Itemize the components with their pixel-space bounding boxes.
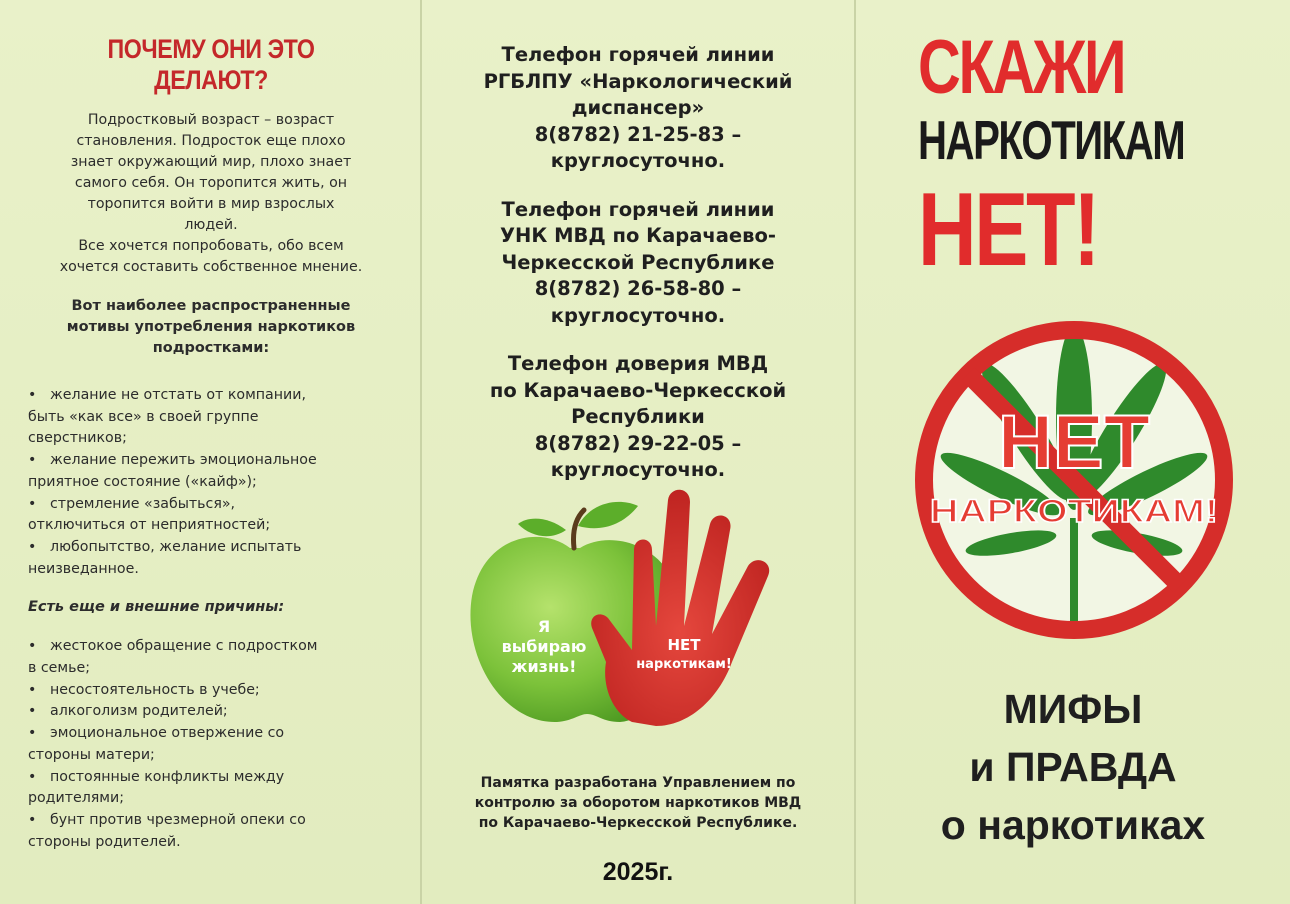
list-item [28,537,394,580]
list-line: отключиться от неприятностей; [28,517,271,534]
list-line: эмоциональное отвержение со [50,725,285,742]
myths-line: МИФЫ [1003,686,1143,732]
intro-line: знает окружающий мир, плохо знает [70,154,352,170]
bullet: • [28,538,37,555]
hotline-narcology [422,42,854,175]
developer-line: по Карачаево-Черкесской Республике. [478,815,798,831]
hotline-line: Телефон горячей линии [501,43,775,66]
right-panel [856,0,1290,904]
list-line: сверстников; [28,430,127,447]
bullet: • [28,811,37,828]
hotline-line: круглосуточно. [550,458,726,481]
hotline-line: Телефон доверия МВД [507,352,769,375]
hotline-unk-mvd [422,197,854,330]
list-item [28,767,394,810]
intro-line: Все хочется попробовать, обо всем [78,238,344,254]
list-line: стороны матери; [28,746,155,763]
list-line: приятное состояние («кайф»); [28,473,257,490]
list-item [28,701,394,723]
apple-text-line: жизнь! [511,657,577,676]
phone-number: 8(8782) 29-22-05 – [534,431,742,455]
bullet: • [28,768,37,785]
left-panel [0,0,420,904]
list-line: несостоятельность в учебе; [50,681,260,698]
list-item [28,723,394,766]
sign-big-text: НЕТ [998,400,1150,485]
no-drugs-sign-icon [902,308,1246,652]
hotline-line: круглосуточно. [550,303,726,327]
bullet: • [28,703,37,720]
hand-text-line: наркотикам! [636,657,732,672]
motives-line: мотивы употребления наркотиков [66,319,356,335]
apple-text-line: выбираю [501,637,587,656]
list-line: желание не отстать от компании, [50,387,306,403]
list-item [28,450,394,493]
list-line: постоянные конфликты между [50,768,285,785]
motives-list [28,385,394,580]
left-heading: ПОЧЕМУ ОНИ ЭТО ДЕЛАЮТ? [107,34,315,95]
developer-line: Памятка разработана Управлением по [480,775,796,791]
bullet: • [28,387,37,403]
bullet: • [28,495,37,512]
list-item [28,636,394,679]
bullet: • [28,452,37,469]
external-list [28,636,394,853]
sign-small-text: НАРКОТИКАМ! [930,493,1218,529]
list-line: быть «как все» в своей группе [28,408,259,425]
list-line: стороны родителей. [28,833,181,850]
list-item [28,810,394,853]
motives-line: Вот наиболее распространенные [71,298,351,314]
bullet: • [28,638,37,655]
intro-line: хочется составить собственное мнение. [59,259,363,275]
bullet: • [28,681,37,698]
list-item [28,385,394,450]
list-item [28,680,394,702]
hotline-line: по Карачаево-Черкесской [489,378,787,402]
bullet: • [28,725,37,742]
hotline-line: круглосуточно. [550,149,726,172]
hotline-line: Черкесской Республике [501,250,775,274]
title-no: НЕТ! [918,172,1098,288]
title-narcotics: НАРКОТИКАМ [918,109,1185,171]
list-line: бунт против чрезмерной опеки со [50,811,306,828]
hotline-line: РГБЛПУ «Наркологический [483,69,793,93]
list-line: неизведанное. [28,560,139,577]
list-line: в семье; [28,660,90,677]
myths-title [856,680,1290,854]
motives-line: подростками: [152,340,270,356]
title-say: СКАЖИ [918,25,1125,110]
apple-text-line: Я [537,617,551,636]
middle-panel [422,0,854,904]
intro-line: самого себя. Он торопится жить, он [74,175,348,191]
hand-text-line: НЕТ [667,636,701,654]
intro-line: людей. [184,217,238,233]
hotline-line: Республики [571,405,705,428]
intro-line: Подростковый возраст – возраст [87,112,335,128]
year: 2025г. [602,858,674,886]
hotline-line: диспансер» [571,96,705,119]
list-line: алкоголизм родителей; [50,703,228,720]
phone-number: 8(8782) 21-25-83 – [534,122,742,146]
list-line: желание пережить эмоциональное [50,452,317,469]
intro-line: торопится войти в мир взрослых [87,196,335,212]
myths-line: о наркотиках [940,802,1206,848]
myths-line: и ПРАВДА [969,744,1177,790]
list-line: любопытство, желание испытать [50,538,302,555]
developer-note [422,773,854,833]
intro-line: становления. Подросток еще плохо [76,133,346,149]
list-line: родителями; [28,790,125,807]
list-item [28,494,394,537]
hotline-trust-mvd [422,351,854,484]
external-heading: Есть еще и внешние причины: [28,599,285,616]
apple-hand-illustration [462,486,822,736]
intro-text [28,110,394,278]
phone-number: 8(8782) 26-58-80 – [534,277,742,300]
developer-line: контролю за оборотом наркотиков МВД [474,795,802,811]
list-line: стремление «забыться», [50,495,236,512]
hotline-line: УНК МВД по Карачаево- [500,224,776,247]
list-line: жестокое обращение с подростком [50,638,318,655]
hotline-line: Телефон горячей линии [501,197,775,221]
motives-heading [28,296,394,359]
